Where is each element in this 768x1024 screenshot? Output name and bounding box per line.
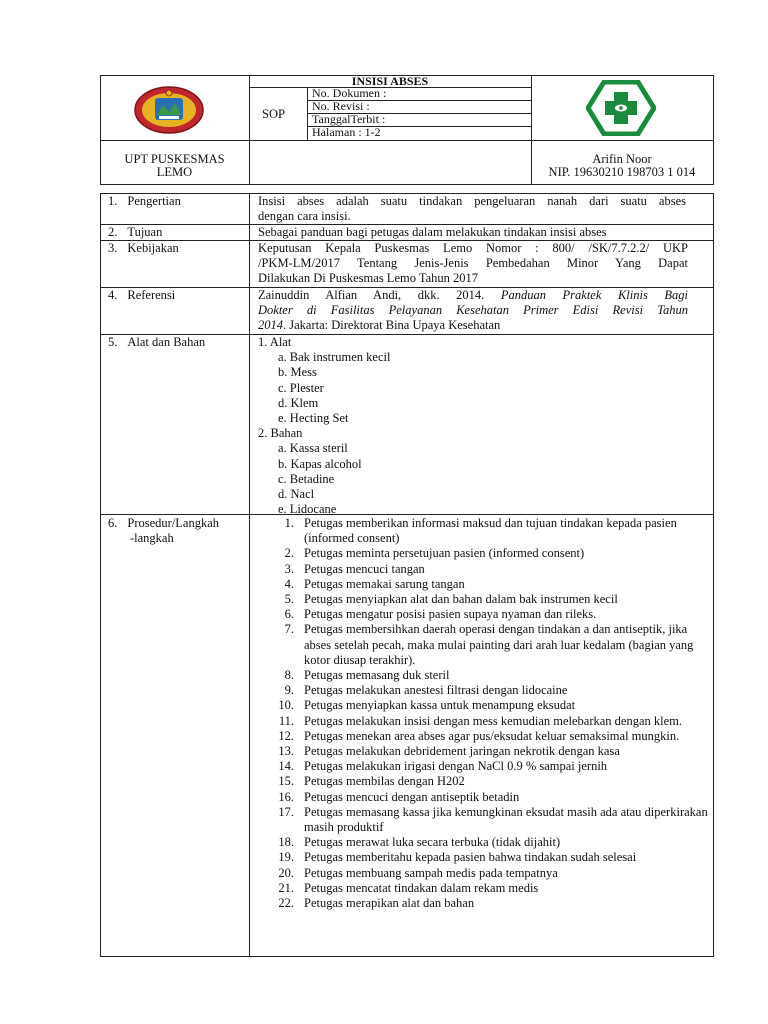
procedure-step xyxy=(264,622,714,668)
procedure-step-number: 4. xyxy=(284,576,294,591)
procedure-step xyxy=(264,896,714,911)
procedure-step xyxy=(264,562,714,577)
alat-heading: 1. Alat xyxy=(258,335,292,349)
signer-nip: NIP. 19630210 198703 1 014 xyxy=(548,165,696,179)
doc-field-revision: No. Revisi : xyxy=(312,99,370,113)
row-prosedur-label: 6. Prosedur/Langkah -langkah xyxy=(108,516,220,546)
list-item: c. Plester xyxy=(278,380,324,395)
procedure-steps xyxy=(264,516,714,911)
procedure-step-text: Petugas memberikan informasi maksud dan tujuan tindakan kepada pasien (informed consent) xyxy=(304,516,677,546)
doc-field-number: No. Dokumen : xyxy=(312,86,387,100)
procedure-step xyxy=(264,683,714,698)
org-name-line2: LEMO xyxy=(156,165,193,179)
procedure-step-text: Petugas memasang kassa jika kemungkinan eksudat masih ada atau diperkirakan masih produktif xyxy=(304,804,708,835)
procedure-step-number: 20. xyxy=(278,865,294,880)
procedure-step xyxy=(264,729,714,744)
procedure-step-number: 6. xyxy=(284,607,294,622)
tujuan-text: Sebagai panduan bagi petugas dalam melakukan tindakan insisi abses xyxy=(258,225,607,239)
procedure-step-text: Petugas merawat luka secara terbuka (tidak dijahit) xyxy=(304,835,561,850)
procedure-step-number: 16. xyxy=(278,789,294,804)
procedure-step-text: Petugas melakukan insisi dengan mess kemudian melebarkan dengan klem. xyxy=(304,713,683,728)
procedure-step xyxy=(264,577,714,592)
procedure-step-number: 11. xyxy=(278,713,294,728)
org-name-line1: UPT PUSKESMAS xyxy=(124,152,225,166)
procedure-step xyxy=(264,744,714,759)
procedure-step xyxy=(264,759,714,774)
procedure-step-text: Petugas merapikan alat dan bahan xyxy=(304,896,475,911)
procedure-step-text: Petugas mencuci tangan xyxy=(304,561,425,576)
row-pengertian-label: 1. Pengertian xyxy=(108,194,181,208)
procedure-step-number: 3. xyxy=(284,561,294,576)
procedure-step-text: Petugas membuang sampah medis pada tempatnya xyxy=(304,865,558,880)
procedure-step xyxy=(264,516,714,546)
procedure-step-text: Petugas mencatat tindakan dalam rekam medis xyxy=(304,880,539,895)
list-item: a. Kassa steril xyxy=(278,441,348,456)
referensi-text: Zainuddin Alfian Andi, dkk. 2014. Panduan Praktek Klinis Bagi Dokter di Fasilitas Pelayanan Kesehatan Primer Edisi Revisi Tahun 2014. Jakarta: Direktorat Bina Upaya Kesehatan xyxy=(258,288,688,333)
procedure-step xyxy=(264,698,714,713)
procedure-step-text: Petugas melakukan debridement jaringan nekrotik dengan kasa xyxy=(304,744,620,759)
list-item: d. Nacl xyxy=(278,487,315,502)
procedure-step-number: 14. xyxy=(278,759,294,774)
bahan-heading: 2. Bahan xyxy=(258,426,303,441)
signer-name: Arifin Noor xyxy=(592,152,652,166)
procedure-step-text: Petugas mencuci dengan antiseptik betadin xyxy=(304,789,520,804)
procedure-step xyxy=(264,714,714,729)
sop-label: SOP xyxy=(262,107,285,121)
row-tujuan-label: 2. Tujuan xyxy=(108,225,163,239)
regional-emblem-logo xyxy=(133,85,205,135)
procedure-step-text: Petugas menyiapkan alat dan bahan dalam bak instrumen kecil xyxy=(304,592,618,607)
procedure-step-number: 13. xyxy=(278,744,294,759)
procedure-step-number: 8. xyxy=(284,668,294,683)
procedure-step-text: Petugas mengatur posisi pasien supaya nyaman dan rileks. xyxy=(304,607,597,622)
list-item: a. Bak instrumen kecil xyxy=(278,350,391,365)
puskesmas-logo xyxy=(586,80,656,136)
doc-field-page: Halaman : 1-2 xyxy=(312,125,381,139)
procedure-step-number: 2. xyxy=(284,546,294,561)
procedure-step xyxy=(264,790,714,805)
procedure-step-text: Petugas meminta persetujuan pasien (informed consent) xyxy=(304,546,585,561)
procedure-step-number: 10. xyxy=(278,698,294,713)
procedure-step xyxy=(264,668,714,683)
procedure-step-text: Petugas melakukan anestesi filtrasi dengan lidocaine xyxy=(304,683,568,698)
procedure-step-number: 22. xyxy=(278,896,294,911)
procedure-step-number: 5. xyxy=(284,592,294,607)
list-item: e. Hecting Set xyxy=(278,411,349,426)
procedure-step xyxy=(264,592,714,607)
procedure-step xyxy=(264,866,714,881)
procedure-step-text: Petugas membersihkan daerah operasi dengan tindakan a dan antiseptik, jika abses setelah pecah, maka mulai painting dari arah luar kedalam (bagian yang kotor diusap terakhir). xyxy=(304,622,694,667)
procedure-step xyxy=(264,850,714,865)
procedure-step xyxy=(264,805,714,835)
procedure-step-text: Petugas memasang duk steril xyxy=(304,668,450,683)
procedure-step-text: Petugas memakai sarung tangan xyxy=(304,576,465,591)
kebijakan-text: Keputusan Kepala Puskesmas Lemo Nomor : 800/ /SK/7.7.2.2/ UKP /PKM-LM/2017 Tentang Jenis-Jenis Pembedahan Minor Yang Dapat Dilakukan Di Puskesmas Lemo Tahun 2017 xyxy=(258,241,688,286)
procedure-step xyxy=(264,835,714,850)
procedure-step-number: 17. xyxy=(278,804,294,819)
procedure-step-text: Petugas menekan area abses agar pus/eksudat keluar semaksimal mungkin. xyxy=(304,728,680,743)
procedure-step-number: 19. xyxy=(278,850,294,865)
doc-field-date: TanggalTerbit : xyxy=(312,112,386,126)
row-kebijakan-label: 3. Kebijakan xyxy=(108,241,179,255)
row-alat-bahan-label: 5. Alat dan Bahan xyxy=(108,335,206,349)
procedure-step-number: 12. xyxy=(278,728,294,743)
row-referensi-label: 4. Referensi xyxy=(108,288,176,302)
procedure-step-number: 18. xyxy=(278,835,294,850)
procedure-step xyxy=(264,881,714,896)
procedure-step-text: Petugas membilas dengan H202 xyxy=(304,774,465,789)
list-item: b. Kapas alcohol xyxy=(278,456,362,471)
procedure-step-number: 21. xyxy=(278,880,294,895)
list-item: d. Klem xyxy=(278,395,319,410)
procedure-step-number: 7. xyxy=(284,622,294,637)
procedure-step xyxy=(264,607,714,622)
document-title: INSISI ABSES xyxy=(351,74,429,88)
procedure-step xyxy=(264,774,714,789)
pengertian-text: Insisi abses adalah suatu tindakan pengeluaran nanah dari suatu abses dengan cara insisi. xyxy=(258,194,686,224)
procedure-step-text: Petugas memberitahu kepada pasien bahwa tindakan sudah selesai xyxy=(304,850,637,865)
list-item: e. Lidocane xyxy=(278,502,337,517)
list-item: c. Betadine xyxy=(278,471,335,486)
procedure-step-number: 9. xyxy=(284,683,294,698)
procedure-step-text: Petugas menyiapkan kassa untuk menampung eksudat xyxy=(304,698,576,713)
procedure-step-text: Petugas melakukan irigasi dengan NaCl 0.9 % sampai jernih xyxy=(304,759,608,774)
procedure-step-number: 15. xyxy=(278,774,294,789)
alat-bahan-list xyxy=(258,335,390,517)
procedure-step-number: 1. xyxy=(284,516,294,530)
list-item: b. Mess xyxy=(278,365,317,380)
procedure-step xyxy=(264,546,714,561)
